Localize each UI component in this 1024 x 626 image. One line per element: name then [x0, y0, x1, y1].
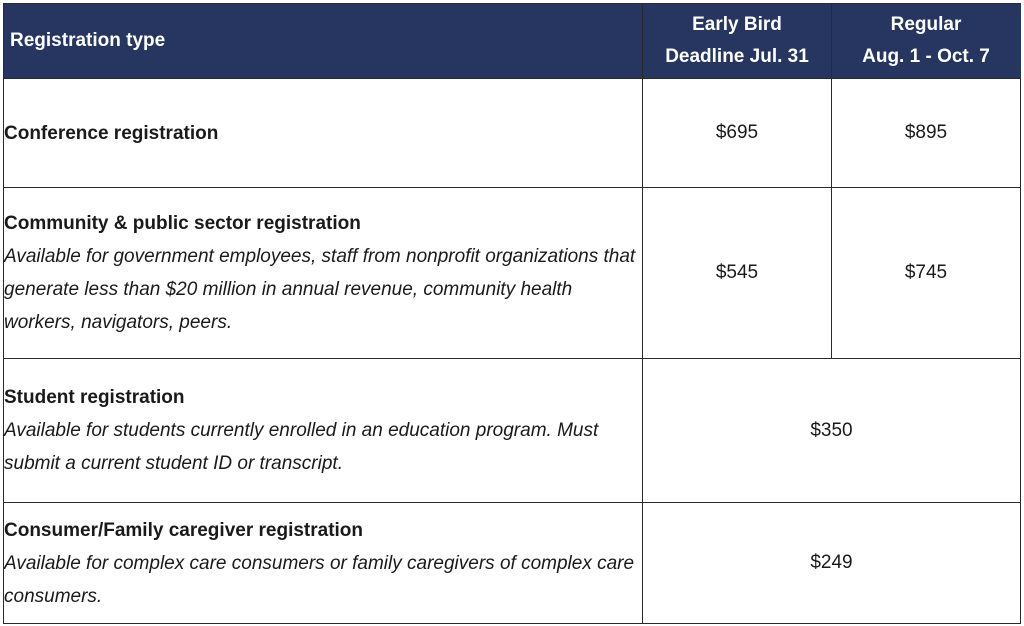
- row-title: Community & public sector registration: [4, 213, 361, 234]
- row-title: Conference registration: [4, 122, 219, 144]
- row-label-cell: [4, 79, 643, 188]
- table-header: [4, 4, 1021, 79]
- row-label-cell: [4, 503, 643, 624]
- header-regular: [832, 4, 1021, 79]
- row-label-cell: [4, 188, 643, 359]
- header-registration-type: Registration type: [4, 4, 643, 79]
- early-bird-price: $545: [643, 188, 832, 359]
- row-description: Available for students currently enrolled in an education program. Must submit a current student ID or transcript.: [4, 420, 599, 474]
- row-description: Available for government employees, staff from nonprofit organizations that generate less than $20 million in annual revenue, community health workers, navigators, peers.: [4, 246, 636, 333]
- header-regular-dates: Aug. 1 - Oct. 7: [862, 46, 990, 67]
- row-description: Available for complex care consumers or family caregivers of complex care consumers.: [4, 552, 635, 607]
- table-row-conference: [4, 79, 1021, 188]
- header-early-bird-title: Early Bird: [692, 14, 782, 35]
- header-regular-title: Regular: [890, 14, 962, 35]
- early-bird-price: $695: [643, 79, 832, 188]
- registration-table: [3, 3, 1021, 624]
- flat-price: $249: [643, 503, 1021, 624]
- table-row-student: [4, 359, 1021, 503]
- row-title: Consumer/Family caregiver registration: [4, 519, 364, 541]
- row-title: Student registration: [4, 387, 185, 408]
- regular-price: $745: [832, 188, 1021, 359]
- header-early-bird: [643, 4, 832, 79]
- regular-price: $895: [832, 79, 1021, 188]
- header-early-bird-deadline: Deadline Jul. 31: [665, 46, 809, 67]
- row-label-cell: [4, 359, 643, 503]
- table-row-caregiver: [4, 503, 1021, 624]
- table-row-community: [4, 188, 1021, 359]
- flat-price: $350: [643, 359, 1021, 503]
